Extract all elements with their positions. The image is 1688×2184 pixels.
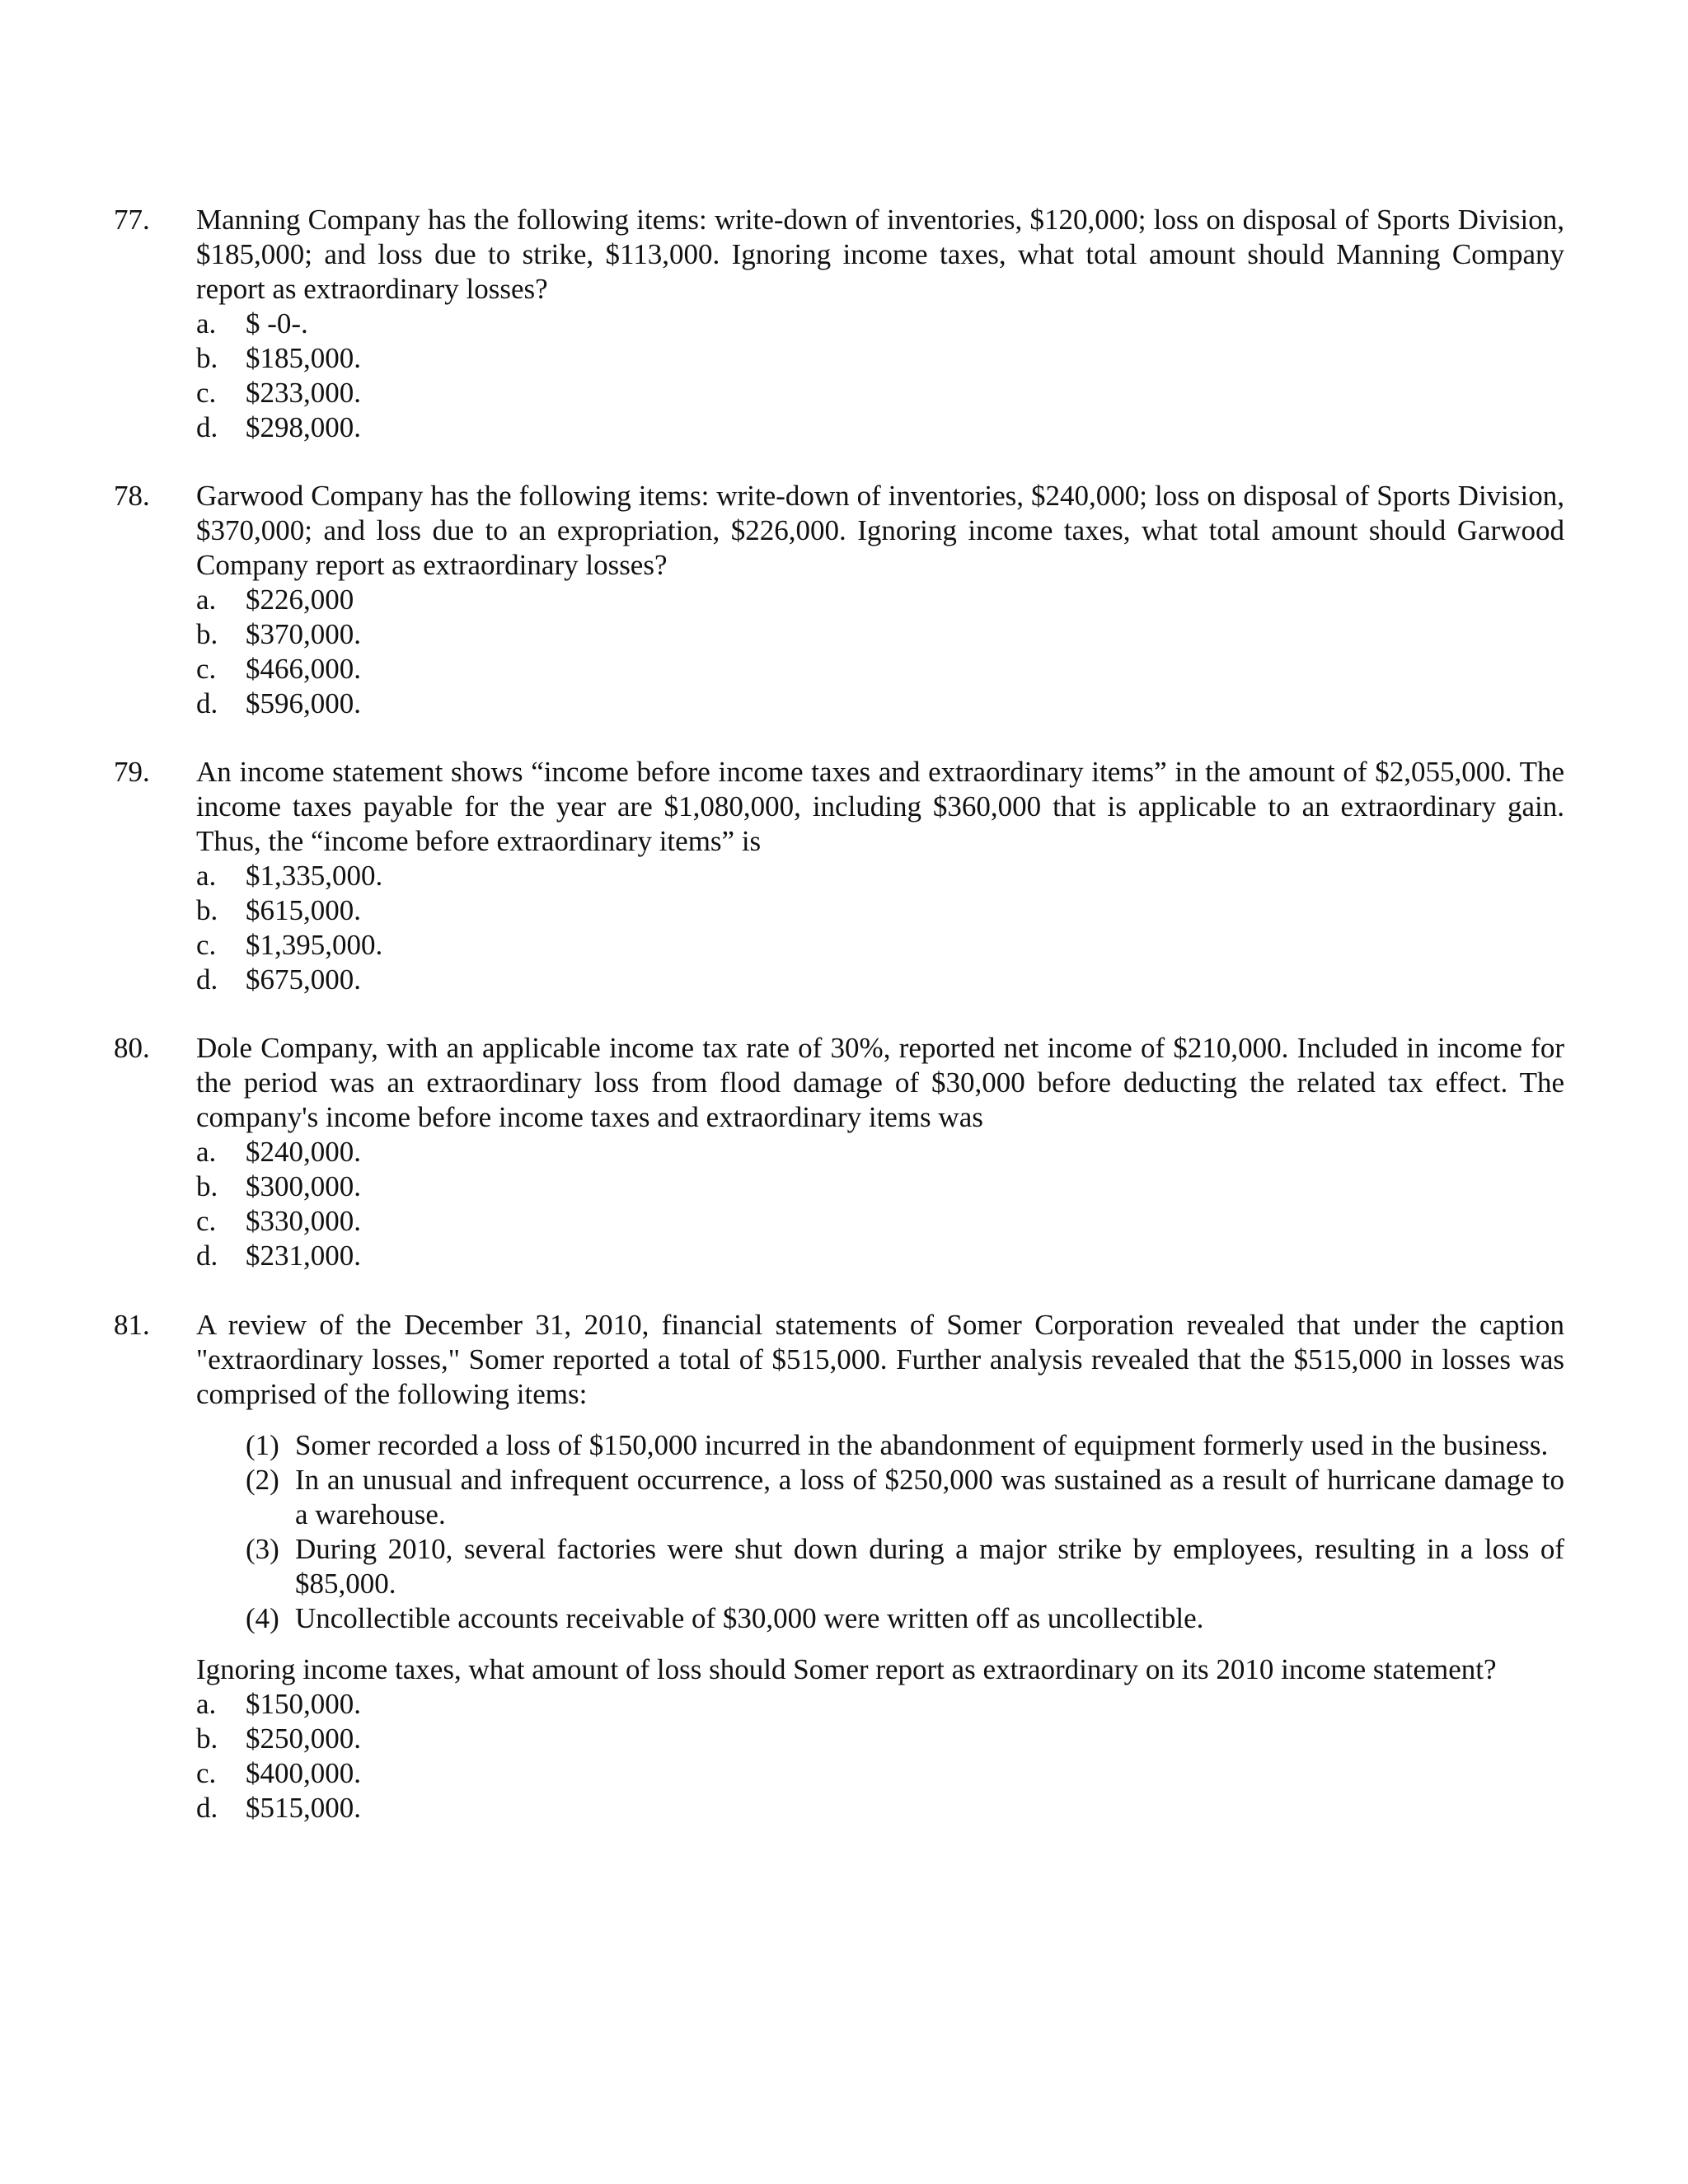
option-text: $226,000 bbox=[246, 583, 354, 616]
question-body bbox=[196, 755, 1564, 997]
option-letter: b. bbox=[196, 618, 218, 650]
loss-item bbox=[196, 1532, 1564, 1601]
option-letter: c. bbox=[196, 377, 217, 409]
answer-option-b[interactable] bbox=[196, 617, 1564, 652]
option-text: $150,000. bbox=[246, 1688, 361, 1720]
question-prompt: Ignoring income taxes, what amount of loss should Somer report as extraordinary on its 2010 income statement? bbox=[196, 1653, 1497, 1685]
question-body bbox=[196, 203, 1564, 445]
option-letter: d. bbox=[196, 1792, 218, 1824]
option-letter: d. bbox=[196, 963, 218, 996]
option-text: $370,000. bbox=[246, 618, 361, 650]
option-text: $1,335,000. bbox=[246, 860, 383, 892]
answer-option-d[interactable] bbox=[196, 1239, 1564, 1273]
option-letter: a. bbox=[196, 1688, 217, 1720]
option-letter: a. bbox=[196, 1136, 217, 1168]
question-body bbox=[196, 479, 1564, 721]
loss-items-list bbox=[196, 1428, 1564, 1636]
loss-item bbox=[196, 1601, 1564, 1636]
loss-item-number: (3) bbox=[246, 1533, 279, 1565]
option-letter: b. bbox=[196, 342, 218, 374]
option-letter: c. bbox=[196, 929, 217, 961]
answer-option-b[interactable] bbox=[196, 341, 1564, 376]
answer-option-c[interactable] bbox=[196, 1756, 1564, 1791]
question-stem: Manning Company has the following items: write-down of inventories, $120,000; loss on disposal of Sports Division, $185,000; and loss due to strike, $113,000. Ignoring income taxes, what total amount should Manning Company report as extraordinary losses? bbox=[196, 204, 1564, 305]
question-stem: A review of the December 31, 2010, financial statements of Somer Corporation revealed that under the caption "extraordinary losses," Somer reported a total of $515,000. Further analysis revealed that the $515,000 in losses was comprised of the following items: bbox=[196, 1309, 1564, 1410]
option-letter: a. bbox=[196, 307, 217, 340]
loss-item-text: Uncollectible accounts receivable of $30,000 were written off as uncollectible. bbox=[295, 1602, 1204, 1634]
question-79 bbox=[114, 755, 1564, 997]
loss-item-text: During 2010, several factories were shut down during a major strike by employees, resulting in a loss of $85,000. bbox=[295, 1533, 1564, 1600]
answer-options bbox=[196, 583, 1564, 721]
question-number: 79. bbox=[114, 756, 150, 788]
question-stem: Dole Company, with an applicable income tax rate of 30%, reported net income of $210,000. Included in income for the period was an extraordinary loss from flood damage of $30,000 before deducting the related tax effect. The company's income before income taxes and extraordinary items was bbox=[196, 1032, 1564, 1133]
answer-option-d[interactable] bbox=[196, 687, 1564, 721]
answer-option-b[interactable] bbox=[196, 893, 1564, 928]
loss-item bbox=[196, 1428, 1564, 1463]
option-letter: b. bbox=[196, 1170, 218, 1202]
option-letter: d. bbox=[196, 411, 218, 443]
question-81 bbox=[114, 1308, 1564, 1825]
answer-option-a[interactable] bbox=[196, 1135, 1564, 1169]
question-body bbox=[196, 1308, 1564, 1825]
loss-item-text: Somer recorded a loss of $150,000 incurred in the abandonment of equipment formerly used in the business. bbox=[295, 1429, 1549, 1461]
answer-option-c[interactable] bbox=[196, 376, 1564, 410]
answer-option-d[interactable] bbox=[196, 963, 1564, 997]
answer-options bbox=[196, 1687, 1564, 1825]
loss-item-number: (1) bbox=[246, 1429, 279, 1461]
answer-options bbox=[196, 859, 1564, 997]
loss-item-number: (4) bbox=[246, 1602, 279, 1634]
loss-item-number: (2) bbox=[246, 1464, 279, 1496]
option-text: $300,000. bbox=[246, 1170, 361, 1202]
answer-options bbox=[196, 1135, 1564, 1273]
question-number: 80. bbox=[114, 1032, 150, 1064]
option-text: $1,395,000. bbox=[246, 929, 383, 961]
question-stem: Garwood Company has the following items: write-down of inventories, $240,000; loss on disposal of Sports Division, $370,000; and loss due to an expropriation, $226,000. Ignoring income taxes, what total amount should Garwood Company report as extraordinary losses? bbox=[196, 480, 1564, 581]
option-text: $596,000. bbox=[246, 687, 361, 719]
option-text: $240,000. bbox=[246, 1136, 361, 1168]
question-number: 78. bbox=[114, 480, 150, 512]
question-body bbox=[196, 1031, 1564, 1273]
answer-option-c[interactable] bbox=[196, 928, 1564, 963]
option-text: $298,000. bbox=[246, 411, 361, 443]
option-letter: b. bbox=[196, 894, 218, 926]
option-letter: b. bbox=[196, 1722, 218, 1755]
option-letter: d. bbox=[196, 1240, 218, 1272]
option-letter: c. bbox=[196, 1205, 217, 1237]
question-77 bbox=[114, 203, 1564, 445]
loss-item-text: In an unusual and infrequent occurrence, a loss of $250,000 was sustained as a result of hurricane damage to a warehouse. bbox=[295, 1464, 1564, 1530]
option-text: $185,000. bbox=[246, 342, 361, 374]
option-text: $675,000. bbox=[246, 963, 361, 996]
option-text: $330,000. bbox=[246, 1205, 361, 1237]
answer-option-b[interactable] bbox=[196, 1169, 1564, 1204]
option-text: $466,000. bbox=[246, 653, 361, 685]
option-text: $ -0-. bbox=[246, 307, 308, 340]
answer-option-d[interactable] bbox=[196, 410, 1564, 445]
answer-option-a[interactable] bbox=[196, 859, 1564, 893]
answer-option-a[interactable] bbox=[196, 1687, 1564, 1722]
question-78 bbox=[114, 479, 1564, 721]
option-letter: c. bbox=[196, 653, 217, 685]
option-text: $400,000. bbox=[246, 1757, 361, 1789]
answer-option-c[interactable] bbox=[196, 1204, 1564, 1239]
question-stem: An income statement shows “income before income taxes and extraordinary items” in the amount of $2,055,000. The income taxes payable for the year are $1,080,000, including $360,000 that is applicable to an extraordinary gain. Thus, the “income before extraordinary items” is bbox=[196, 756, 1564, 857]
answer-options bbox=[196, 307, 1564, 445]
option-letter: a. bbox=[196, 583, 217, 616]
answer-option-c[interactable] bbox=[196, 652, 1564, 687]
option-text: $615,000. bbox=[246, 894, 361, 926]
option-text: $233,000. bbox=[246, 377, 361, 409]
answer-option-a[interactable] bbox=[196, 307, 1564, 341]
question-80 bbox=[114, 1031, 1564, 1273]
option-text: $231,000. bbox=[246, 1240, 361, 1272]
question-number: 77. bbox=[114, 204, 150, 236]
option-text: $250,000. bbox=[246, 1722, 361, 1755]
option-letter: a. bbox=[196, 860, 217, 892]
answer-option-d[interactable] bbox=[196, 1791, 1564, 1825]
option-text: $515,000. bbox=[246, 1792, 361, 1824]
loss-item bbox=[196, 1463, 1564, 1532]
option-letter: d. bbox=[196, 687, 218, 719]
answer-option-a[interactable] bbox=[196, 583, 1564, 617]
answer-option-b[interactable] bbox=[196, 1722, 1564, 1756]
option-letter: c. bbox=[196, 1757, 217, 1789]
question-number: 81. bbox=[114, 1309, 150, 1341]
